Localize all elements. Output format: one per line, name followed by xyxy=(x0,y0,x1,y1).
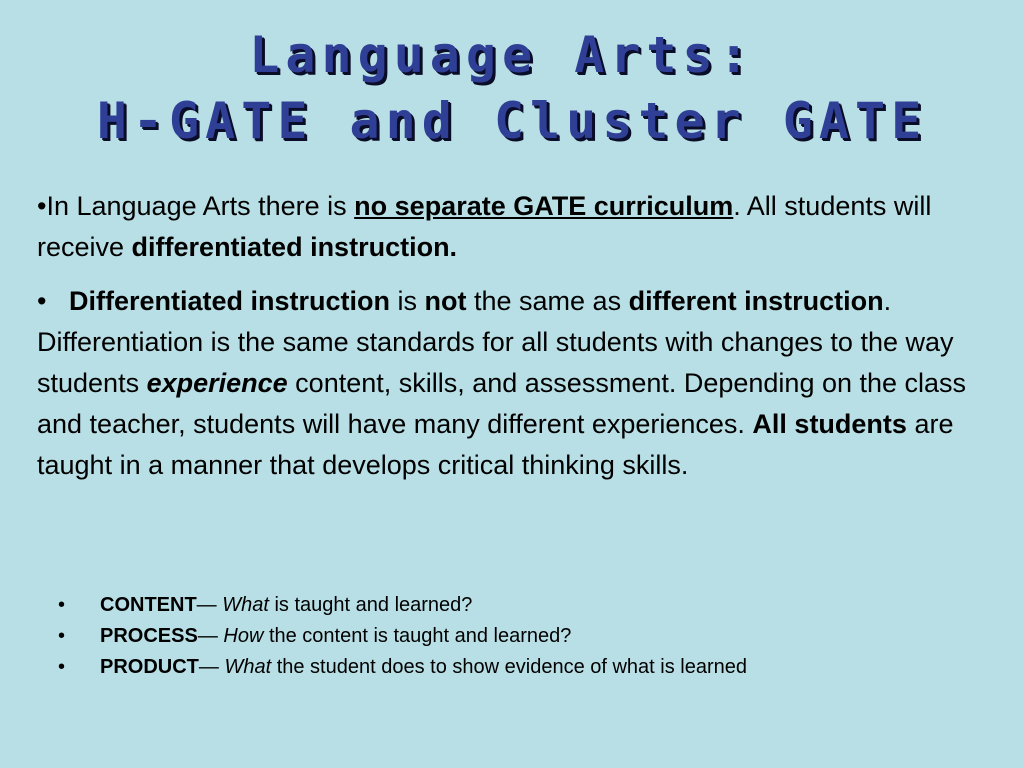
paragraph-2 xyxy=(37,281,987,486)
paragraph-2-bold-4: All students xyxy=(752,409,907,439)
list-item-label: PRODUCT xyxy=(100,656,199,678)
list-item-rest: the content is taught and learned? xyxy=(263,625,572,647)
slide-body xyxy=(37,186,987,486)
list-item-dash: — xyxy=(198,656,219,678)
paragraph-2-text-4: content, skills, and assessment. Depending on the class and teacher, students will have many different experiences. xyxy=(37,368,967,439)
paragraph-1-text-1: In Language Arts there is xyxy=(46,191,355,221)
list-item-label: CONTENT xyxy=(100,594,197,616)
paragraph-2-text-2: the same as xyxy=(466,286,629,316)
title-line-1: Language Arts: xyxy=(249,26,755,84)
paragraph-2-text-5: are taught in a manner that develops critical thinking skills. xyxy=(37,409,954,480)
bullet-marker: • xyxy=(58,594,66,616)
list-item-rest: the student does to show evidence of what is learned xyxy=(271,656,747,678)
paragraph-1-bold: differentiated instruction. xyxy=(131,232,458,262)
paragraph-2-bold-1: Differentiated instruction xyxy=(68,286,390,316)
list-item-rest: is taught and learned? xyxy=(268,594,473,616)
paragraph-2-text-3: . Differentiation is the same standards for all students with changes to the way students xyxy=(37,286,954,398)
list-item-dash: — xyxy=(196,594,217,616)
paragraph-2-bold-3: different instruction xyxy=(628,286,884,316)
paragraph-1-underlined: no separate GATE curriculum xyxy=(354,191,734,221)
bullet-marker: • xyxy=(37,286,47,316)
paragraph-1 xyxy=(37,186,987,268)
list-item xyxy=(58,621,998,652)
bullet-marker: • xyxy=(58,625,66,647)
list-item-italic: How xyxy=(223,625,264,647)
paragraph-2-text-1: is xyxy=(390,286,425,316)
slide-title xyxy=(0,22,1024,154)
paragraph-2-bold-2: not xyxy=(424,286,467,316)
list-item xyxy=(58,652,998,683)
list-item-label: PROCESS xyxy=(100,625,198,647)
bullet-marker: • xyxy=(58,656,66,678)
bullet-marker: • xyxy=(37,191,47,221)
list-item-italic: What xyxy=(222,594,269,616)
title-line-2: H-GATE and Cluster GATE xyxy=(96,92,928,150)
list-item xyxy=(58,590,998,621)
list-item-dash: — xyxy=(197,625,218,647)
paragraph-2-bold-italic: experience xyxy=(146,368,288,398)
list-item-italic: What xyxy=(224,656,272,678)
paragraph-1-text-2: . All students will receive xyxy=(37,191,932,262)
sub-bullet-list xyxy=(58,590,998,683)
